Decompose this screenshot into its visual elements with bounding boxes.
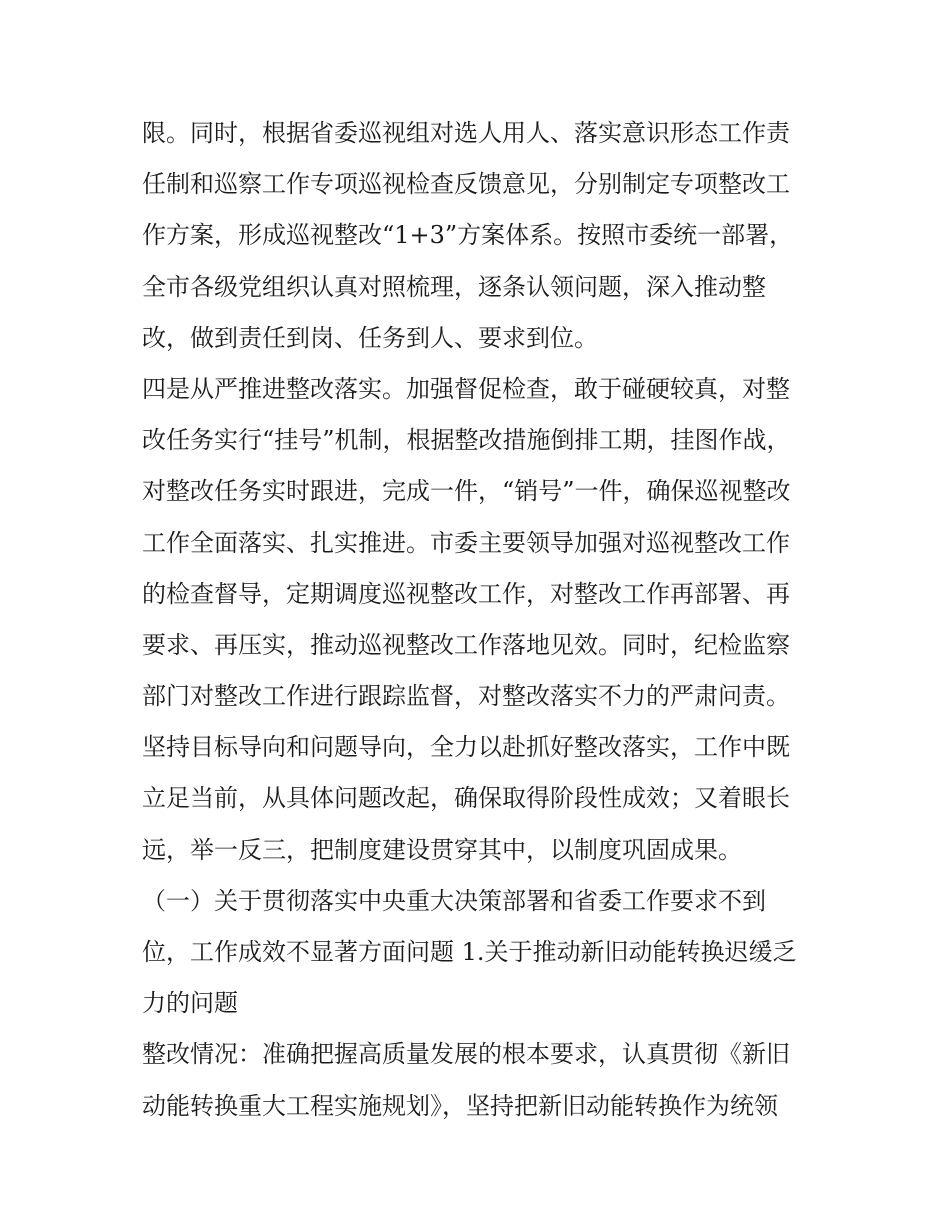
text-line: 全市各级党组织认真对照梳理，逐条认领问题，深入推动整 xyxy=(142,272,766,301)
text-line: 立足当前，从具体问题改起，确保取得阶段性成效；又着眼长 xyxy=(142,784,790,813)
text-line: 四是从严推进整改落实。加强督促检查，敢于碰硬较真，对整 xyxy=(142,374,790,403)
text-line: 力的问题 xyxy=(142,989,238,1018)
text-line: 工作全面落实、扎实推进。市委主要领导加强对巡视整改工作 xyxy=(142,528,790,557)
text-line: 作方案，形成巡视整改“1+3”方案体系。按照市委统一部署， xyxy=(142,221,794,250)
text-line: 动能转换重大工程实施规划》，坚持把新旧动能转换作为统领 xyxy=(142,1091,778,1120)
text-line: 限。同时，根据省委巡视组对选人用人、落实意识形态工作责 xyxy=(142,119,790,147)
text-line: 任制和巡察工作专项巡视检查反馈意见，分别制定专项整改工 xyxy=(142,170,790,199)
text-line: 的检查督导，定期调度巡视整改工作，对整改工作再部署、再 xyxy=(142,579,790,608)
text-line: 整改情况：准确把握高质量发展的根本要求，认真贯彻《新旧 xyxy=(142,1040,790,1069)
text-line: 改，做到责任到岗、任务到人、要求到位。 xyxy=(142,323,598,352)
text-line: 要求、再压实，推动巡视整改工作落地见效。同时，纪检监察 xyxy=(142,630,790,659)
text-line: 远，举一反三，把制度建设贯穿其中，以制度巩固成果。 xyxy=(142,835,742,864)
text-line: 位，工作成效不显著方面问题 1.关于推动新旧动能转换迟缓乏 xyxy=(142,938,797,966)
text-line: 对整改任务实时跟进，完成一件，“销号”一件，确保巡视整改 xyxy=(142,477,791,506)
text-line: 部门对整改工作进行跟踪监督，对整改落实不力的严肃问责。 xyxy=(142,682,790,711)
text-line: 改任务实行“挂号”机制，根据整改措施倒排工期，挂图作战， xyxy=(142,426,791,455)
text-line: （一）关于贯彻落实中央重大决策部署和省委工作要求不到 xyxy=(142,886,766,915)
text-line: 坚持目标导向和问题导向，全力以赴抓好整改落实，工作中既 xyxy=(142,733,790,762)
body-text xyxy=(142,108,832,1132)
